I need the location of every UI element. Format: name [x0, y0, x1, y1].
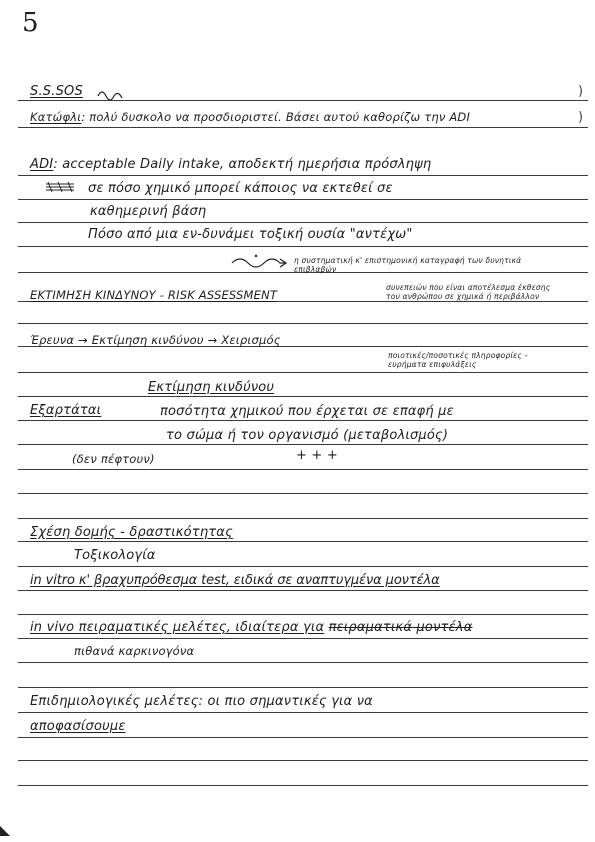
structure-activity-heading: Σχέση δομής - δραστικότητας [30, 525, 233, 540]
corner-mark [0, 826, 14, 840]
ruled-line [18, 614, 588, 615]
ruled-line [18, 737, 588, 738]
side-note-findings: ποιοτικές/ποσοτικές πληροφορίες - ευρήματα επιφυλάξεις [388, 351, 528, 369]
process-flow: Έρευνα → Εκτίμηση κινδύνου → Χειρισμός [30, 333, 281, 347]
invitro-line: in vitro κ' βραχυπρόθεσμα test, ειδικά σε αναπτυγμένα μοντέλα [30, 573, 440, 588]
wavy-arrow-icon [230, 253, 290, 273]
ruled-line [18, 566, 588, 567]
ruled-line [18, 638, 588, 639]
ruled-line [18, 420, 588, 421]
ruled-line [18, 662, 588, 663]
threshold-label: Κατώφλι [30, 110, 82, 124]
adi-line [30, 157, 431, 172]
margin-mark: ) [578, 84, 584, 99]
dont-fall-note: (δεν πέφτουν) [72, 452, 155, 466]
ruled-line [18, 246, 588, 247]
page-number: 5 [22, 8, 39, 38]
ruled-line [18, 760, 588, 761]
ruled-line [18, 372, 588, 373]
depends-text: ποσότητα χημικού που έρχεται σε επαφή με [160, 404, 454, 419]
invivo-line [30, 620, 472, 635]
scribble-mark [96, 86, 126, 102]
adi-text: : acceptable Daily intake, αποδεκτή ημερήσια πρόσληψη [53, 157, 432, 172]
depends-label: Εξαρτάται [30, 403, 102, 418]
adi-continuation-2: καθημερινή βάση [90, 204, 207, 219]
adi-continuation-1: σε πόσο χημικό μπορεί κάποιος να εκτεθεί σε [88, 181, 393, 196]
ruled-line [18, 127, 588, 128]
ruled-line [18, 444, 588, 445]
adi-label: ADI [30, 157, 54, 172]
scribble-mark [44, 180, 78, 194]
margin-mark: ) [578, 110, 584, 125]
ruled-line [18, 785, 588, 786]
side-note-definition: η συστηματική κ' επιστημονική καταγραφή των δυνητικά επιβλαβών [294, 256, 522, 274]
ruled-line [18, 199, 588, 200]
side-note-consequences: συνεπειών που είναι αποτέλεσμα έκθεσης του ανθρώπου σε χημικά ή περιβάλλον [386, 283, 551, 301]
ruled-line [18, 687, 588, 688]
ruled-line [18, 590, 588, 591]
toxicology-label: Τοξικολογία [74, 548, 156, 563]
epidemiology-continuation: αποφασίσουμε [30, 719, 126, 734]
ruled-line [18, 469, 588, 470]
threshold-line [30, 110, 470, 124]
invivo-strikethrough: πειραματικά μοντέλα [328, 620, 473, 635]
ruled-line [18, 222, 588, 223]
ruled-line [18, 518, 588, 519]
risk-estimation-title: Εκτίμηση κινδύνου [148, 380, 275, 395]
threshold-text: : πολύ δυσκολο να προσδιοριστεί. Βάσει αυτού καθορίζω την ADI [81, 110, 471, 124]
ruled-line [18, 712, 588, 713]
depends-continuation: το σώμα ή τον οργανισμό (μεταβολισμός) [166, 428, 449, 443]
ruled-line [18, 493, 588, 494]
heading-sssos: S.S.SOS [30, 84, 83, 99]
ruled-line [18, 541, 588, 542]
risk-assessment-heading: ΕΚΤΙΜΗΣΗ ΚΙΝΔΥΝΟΥ - RISK ASSESSMENT [30, 288, 278, 302]
ruled-line [18, 175, 588, 176]
epidemiology-line: Επιδημιολογικές μελέτες: οι πιο σημαντικές για να [30, 694, 373, 709]
ruled-line [18, 396, 588, 397]
plus-marks: + + + [296, 448, 338, 463]
invivo-text: in vivo πειραματικές μελέτες, ιδιαίτερα για [30, 620, 325, 635]
invivo-continuation: πιθανά καρκινογόνα [74, 644, 195, 658]
ruled-line [18, 323, 588, 324]
adi-continuation-3: Πόσο από μια εν-δυνάμει τοξική ουσία "αντέχω" [88, 227, 413, 242]
